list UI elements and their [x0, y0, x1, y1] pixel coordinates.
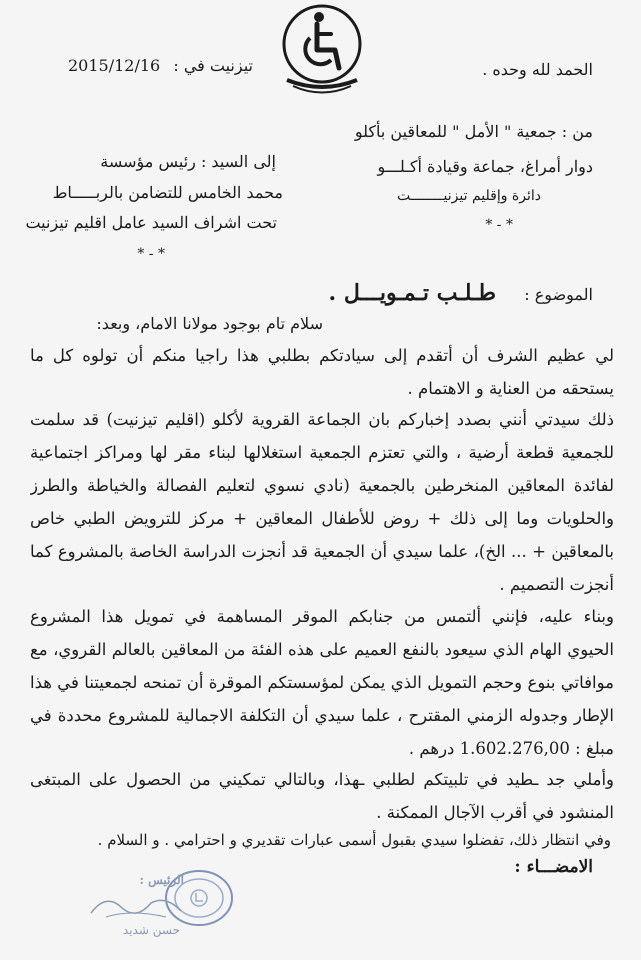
subject-title: طـلـب تـمـويـــل .: [328, 280, 496, 306]
paragraph-1: [30, 339, 614, 405]
recipient-marks: * - *: [137, 246, 165, 262]
signature-block: [80, 855, 190, 945]
paragraph-line: يستحقه من العناية و الاهتمام .: [407, 379, 614, 398]
sender-line-3: دائرة وإقليم تيزنيــــــــت: [396, 188, 541, 204]
paragraph-2: [30, 403, 614, 601]
signature-title: الرئيس :: [139, 873, 184, 887]
recipient-line-3: تحت اشراف السيد عامل اقليم تيزنيت: [25, 213, 277, 232]
recipient-line-1: إلى السيد : رئيس مؤسسة: [100, 152, 276, 171]
sender-line-1: من : جمعية " الأمل " للمعاقين بأكلو: [354, 122, 593, 141]
invocation-text: الحمد لله وحده .: [482, 60, 593, 79]
paragraph-line: مبلغ : 1.602.276,00 درهم .: [408, 739, 614, 758]
paragraph-line: لي عظيم الشرف أن أتقدم إلى سيادتكم بطلبي هذا راجيا منكم أن تولوه كل ما: [30, 346, 614, 365]
closing-text: وفي انتظار ذلك، تفضلوا سيدي بقبول أسمى عبارات تقديري و احترامي . و السلام .: [97, 831, 611, 849]
paragraph-line: ذلك سيدتي أنني بصدد إخباركم بان الجماعة القروية لأكلو (اقليم تيزنيت) قد سلمت: [30, 410, 614, 429]
paragraph-line: المنشود في أقرب الآجال الممكنة .: [376, 803, 614, 822]
paragraph-line: الإطار وجدوله الزمني المقترح ، علما سيدي أن التكلفة الاجمالية للمشروع محددة في: [30, 706, 614, 725]
date-place-label: تيزنيت في :: [173, 56, 253, 75]
paragraph-line: وبناء عليه، فإنني ألتمس من جنابكم الموقر المساهمة في تمويل هذا المشروع: [30, 607, 614, 626]
handwritten-signature: [86, 885, 186, 925]
paragraph-4: [30, 763, 614, 829]
sender-marks: * - *: [485, 217, 513, 233]
signatory-name: حسن شديد: [122, 923, 180, 937]
paragraph-3: [30, 600, 614, 765]
date-value: 2015/12/16: [68, 56, 161, 75]
sender-line-2: دوار أمراغ، جماعة وقيادة أكـلـــو: [377, 157, 593, 176]
paragraph-line: أنجزت التصميم .: [499, 575, 614, 594]
paragraph-line: لفائدة المعاقين المنخرطين بالجمعية (نادي نسوي لتعليم الفصالة والخياطة والطرز: [30, 476, 614, 495]
greeting-text: سلام تام بوجود مولانا الامام، وبعد:: [96, 314, 323, 333]
paragraph-line: وأملي جد ـطيد في تلبيتكم لطلبي ـهذا، وبالتالي تمكيني من الحصول على المبتغى: [30, 770, 614, 789]
paragraph-line: بالمعاقين + ... الخ)، علما سيدي أن الجمعية قد أنجزت الدراسة الخاصة بالمشروع كما: [30, 542, 614, 561]
recipient-line-2: محمد الخامس للتضامن بالربـــــاط: [52, 183, 283, 202]
paragraph-line: والحلويات وما إلى ذلك + روض للأطفال المعاقين + مركز للترويض الطبي خاص: [30, 509, 614, 528]
association-logo: [277, 2, 367, 94]
paragraph-line: للجمعية قطعة أرضية ، والتي تعتزم الجمعية استغلالها لبناء مقر لها ومراكز اجتماعية: [30, 443, 614, 462]
paragraph-line: موافاتي بنوع وحجم التمويل الذي يمكن لمؤسستكم الموقرة أن تمنحه لجمعيتنا في هذا: [30, 673, 614, 692]
paragraph-line: الحيوي الهام الذي سيعود بالنفع العميم على هذه الفئة من المعاقين بالعالم القروي، مع: [30, 640, 614, 659]
signature-label: الامضـــاء :: [514, 857, 593, 877]
subject-label: الموضوع :: [524, 285, 593, 304]
